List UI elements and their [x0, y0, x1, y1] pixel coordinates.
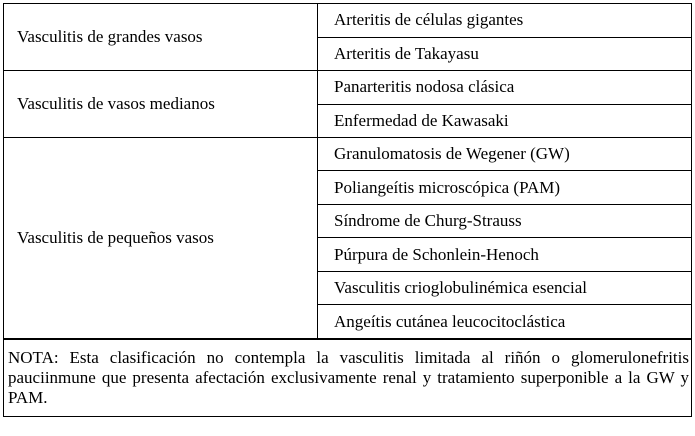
- entity-cell: Poliangeítis microscópica (PAM): [318, 171, 692, 204]
- entity-cell: Panarteritis nodosa clásica: [318, 71, 692, 105]
- entity-cell: Angeítis cutánea leucocitoclástica: [318, 305, 692, 339]
- document-page: [3, 3, 692, 433]
- entity-cell: Vasculitis crioglobulinémica esencial: [318, 271, 692, 304]
- category-cell: Vasculitis de pequeños vasos: [4, 138, 318, 340]
- entity-cell: Púrpura de Schonlein-Henoch: [318, 238, 692, 271]
- category-cell: Vasculitis de vasos medianos: [4, 71, 318, 138]
- entity-cell: Granulomatosis de Wegener (GW): [318, 138, 692, 171]
- table-row: [4, 138, 692, 171]
- entity-cell: Arteritis de Takayasu: [318, 37, 692, 71]
- table-row: [4, 4, 692, 38]
- entity-cell: Enfermedad de Kawasaki: [318, 104, 692, 138]
- table-row: [4, 71, 692, 105]
- entity-cell: Síndrome de Churg-Strauss: [318, 204, 692, 237]
- category-cell: Vasculitis de grandes vasos: [4, 4, 318, 71]
- table-note: NOTA: Esta clasificación no contempla la vasculitis limitada al riñón o glomerulonefritis pauciinmune que presenta afectación exclusivamente renal y tratamiento superponible a la GW y PAM.: [4, 339, 692, 417]
- vasculitis-classification-table: [3, 3, 692, 417]
- note-row: [4, 339, 692, 417]
- table-right-border: [691, 3, 692, 341]
- entity-cell: Arteritis de células gigantes: [318, 4, 692, 38]
